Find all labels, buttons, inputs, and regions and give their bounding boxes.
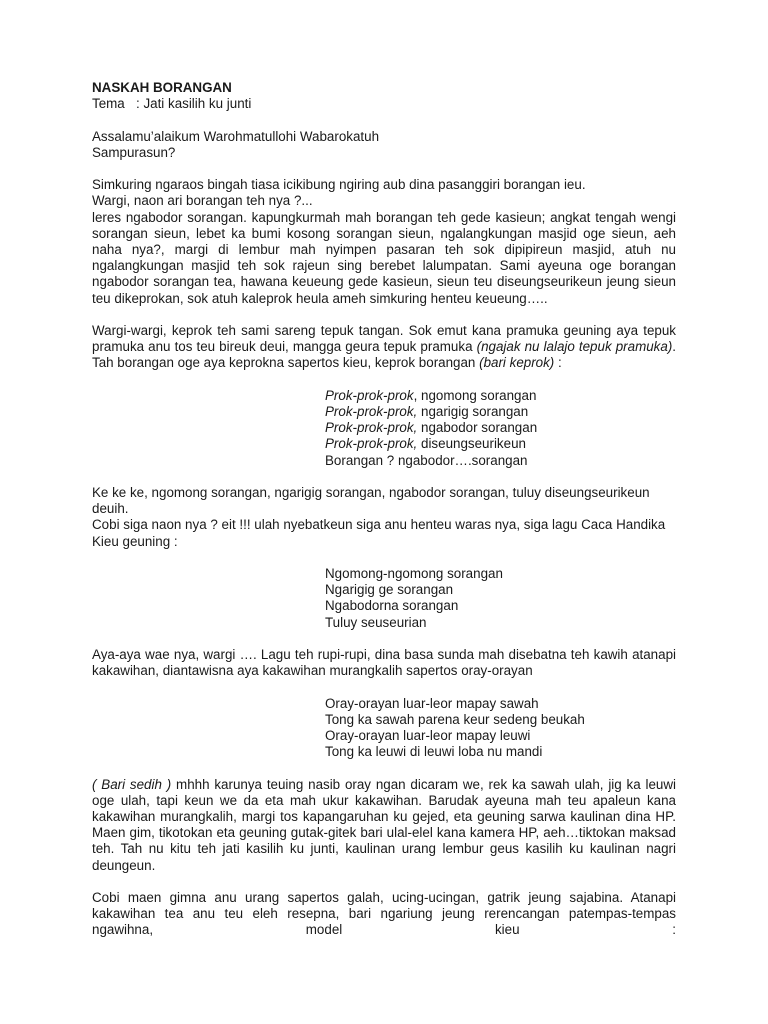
spacer (92, 874, 676, 890)
poem-1-line (325, 436, 676, 452)
paragraph-2-text-b: . Tah borangan oge aya keprokna sapertos kieu, keprok borangan (92, 339, 677, 371)
spacer (92, 372, 676, 388)
poem-3-line: Tong ka leuwi di leuwi loba nu mandi (325, 744, 543, 760)
poem-line-italic: Prok-prok-prok (325, 387, 414, 403)
poem-1-line (325, 420, 676, 436)
poem-line-italic: Prok-prok-prok, (325, 436, 418, 452)
paragraph-5-stage-direction: ( Bari sedih ) (92, 776, 172, 792)
poem-line-italic: Prok-prok-prok, (325, 420, 418, 436)
theme-row (92, 96, 676, 112)
paragraph-5-body: mhhh karunya teuing nasib oray ngan dicaram we, rek ka sawah ulah, jig ka leuwi oge ulah, tapi keun we da eta mah ukur kakawihan. Barudak ayeuna mah teu apaleun kana kakawihan murangkalih, margi tos kapangaruhan ku gejed, eta geuning sarwa kaulinan dina HP. Maen gim, tikotokan eta geuning gutak-gitek bari ulal-elel kana kamera HP, aeh…tiktokan maksad teh. Tah nu kitu teh jati kasilih ku junti, kaulinan urang lembur geus kasilih ku kaulinan nagri deungeun. (92, 776, 677, 873)
paragraph-3-line-2: Cobi siga naon nya ? eit !!! ulah nyebatkeun siga anu henteu waras nya, siga lagu Caca Handika (92, 517, 666, 533)
poem-line-rest: ngabodor sorangan (417, 420, 538, 436)
poem-1-line (325, 453, 676, 469)
spacer (92, 631, 676, 647)
spacer (92, 760, 676, 776)
paragraph-2-stage-direction-1: (ngajak nu lalajo tepuk pramuka) (476, 339, 673, 355)
spacer (92, 112, 676, 128)
paragraph-4: Aya-aya wae nya, wargi …. Lagu teh rupi-rupi, dina basa sunda mah disebatna teh kawih atanapi kakawihan, diantawisna aya kakawihan murangkalih sapertos oray-orayan (92, 647, 676, 679)
paragraph-2 (92, 323, 676, 372)
spacer (92, 307, 676, 323)
paragraph-6: Cobi maen gimna anu urang sapertos galah, ucing-ucingan, gatrik jeung sajabina. Atanapi kakawihan tea anu teu eleh resepna, bari ngariung jeung rerencangan patempas-tempas ngawihna, model kieu : (92, 890, 676, 938)
poem-3 (325, 696, 676, 761)
theme-value: : Jati kasilih ku junti (136, 96, 252, 112)
paragraph-5 (92, 777, 676, 874)
poem-line-italic: Prok-prok-prok, (325, 404, 418, 419)
poem-2 (325, 566, 676, 631)
spacer (92, 469, 676, 485)
theme-label: Tema (92, 96, 125, 112)
paragraph-3-line-1: Ke ke ke, ngomong sorangan, ngarigig sorangan, ngabodor sorangan, tuluy diseungseurikeun deuih. (92, 485, 650, 517)
poem-3-line: Oray-orayan luar-leor mapay leuwi (325, 728, 531, 743)
poem-line-rest: diseungseurikeun (417, 436, 526, 452)
paragraph-1-body: leres ngabodor sorangan. kapungkurmah mah borangan teh gede kasieun; angkat tengah wengi sorangan sieun, lebet ka bumi kosong sorangan sieun, ngalangkungan masjid oge sieun, aeh naha nya?, margi di lembur mah nyimpen pasaran teh sok dipipireun masjid, atuh nu ngalangkungan masjid teh sok rajeun sing berebet lalumpatan. Sami ayeuna oge borangan ngabodor sorangan tea, hawana keueung gede kasieun, sieun teu diseungseurikeun jeung sieun teu dikeprokan, sok atuh kaleprok heula ameh simkuring henteu keueung….. (92, 209, 676, 306)
poem-line-rest: , ngomong sorangan (413, 387, 537, 403)
poem-3-line: Oray-orayan luar-leor mapay sawah (325, 695, 539, 711)
paragraph-2-text-a: Wargi-wargi, keprok teh sami sareng tepuk tangan. Sok emut kana pramuka geuning aya tepuk pramuka anu tos teu bireuk deui, mangga geura tepuk pramuka (92, 323, 676, 355)
paragraph-3-line-3: Kieu geuning : (92, 533, 178, 549)
poem-1 (325, 388, 676, 469)
spacer (92, 161, 676, 177)
poem-2-line: Ngarigig ge sorangan (325, 582, 454, 598)
poem-2-line: Ngomong-ngomong sorangan (325, 566, 503, 581)
document-title: NASKAH BORANGAN (92, 80, 232, 95)
greeting-line-2: Sampurasun? (92, 144, 176, 160)
paragraph-2-stage-direction-2: (bari keprok) (479, 355, 555, 371)
poem-2-line: Tuluy seuseurian (325, 614, 427, 630)
spacer (92, 550, 676, 566)
paragraph-1-line-1: Simkuring ngaraos bingah tiasa icikibung ngiring aub dina pasanggiri borangan ieu. (92, 177, 586, 193)
poem-2-line: Ngabodorna sorangan (325, 598, 459, 614)
poem-1-line (325, 388, 676, 404)
document-page (92, 80, 676, 939)
greeting-line-1: Assalamu’alaikum Warohmatullohi Wabarokatuh (92, 128, 380, 144)
poem-line-rest: ngarigig sorangan (417, 404, 529, 419)
poem-line-rest: Borangan ? ngabodor….sorangan (325, 452, 528, 468)
paragraph-2-text-c: : (554, 355, 562, 371)
spacer (92, 679, 676, 695)
poem-1-line (325, 404, 676, 420)
paragraph-1-line-2: Wargi, naon ari borangan teh nya ?... (92, 193, 313, 209)
poem-3-line: Tong ka sawah parena keur sedeng beukah (325, 711, 585, 727)
